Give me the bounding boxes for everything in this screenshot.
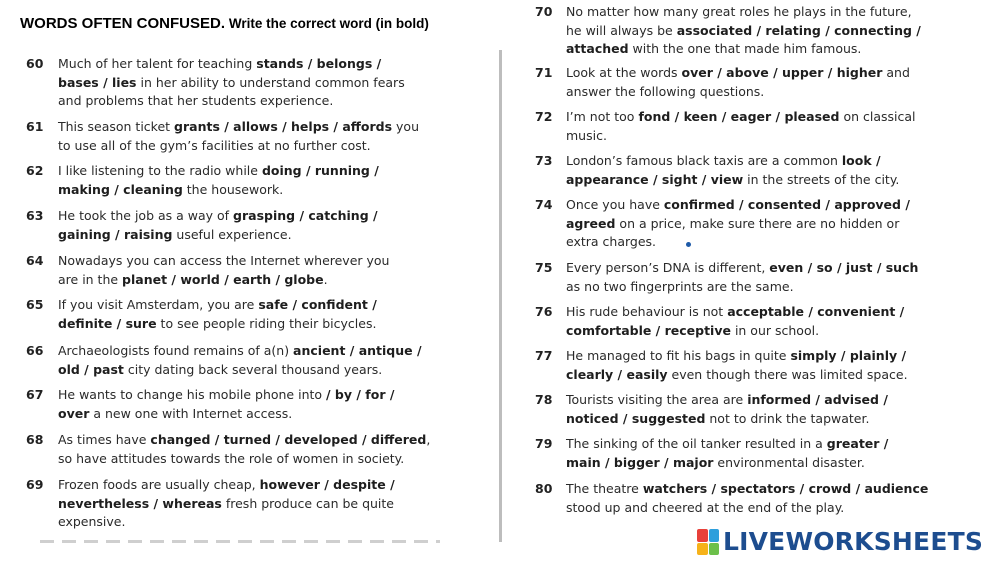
item-text-line: music.	[566, 127, 607, 143]
item-text-line: He managed to fit his bags in quite simply / plainly /	[566, 348, 907, 363]
cut-off-line	[40, 540, 440, 543]
item-text-line: London’s famous black taxis are a common look /	[566, 153, 881, 168]
item-number: 67	[26, 387, 44, 402]
item-number: 65	[26, 297, 44, 312]
word-options: planet / world / earth / globe	[122, 271, 324, 287]
word-options: grasping / catching /	[233, 208, 378, 223]
word-options: confirmed / consented / approved /	[663, 197, 910, 212]
item-text-line: nevertheless / whereas fresh produce can be quite	[58, 495, 395, 511]
word-options: acceptable / convenient /	[727, 304, 905, 319]
item-number: 78	[535, 392, 553, 407]
item-text-line: appearance / sight / view in the streets of the city.	[566, 171, 900, 187]
word-options: simply / plainly /	[790, 348, 907, 363]
item-number: 74	[535, 197, 553, 212]
item-text-line: old / past city dating back several thousand years.	[58, 361, 383, 377]
item-text-line: His rude behaviour is not acceptable / convenient /	[566, 304, 905, 319]
item-text-line: so have attitudes towards the role of women in society.	[58, 450, 405, 466]
item-text-line: stood up and cheered at the end of the play.	[566, 499, 845, 515]
item-text-line: The sinking of the oil tanker resulted in a greater /	[566, 436, 889, 451]
word-options: grants / allows / helps / affords	[174, 119, 393, 134]
item-number: 71	[535, 65, 553, 80]
word-options: look /	[841, 153, 881, 168]
item-text-line: Once you have confirmed / consented / approved /	[566, 197, 910, 212]
worksheet-heading	[20, 15, 429, 32]
word-options: stands / belongs /	[256, 56, 382, 71]
item-text-line: I’m not too fond / keen / eager / pleased on classical	[566, 109, 916, 124]
word-options: watchers / spectators / crowd / audience	[642, 481, 929, 496]
word-options: main / bigger / major	[566, 454, 714, 470]
item-text-line: No matter how many great roles he plays in the future,	[566, 4, 912, 19]
item-text-line: He wants to change his mobile phone into / by / for /	[58, 387, 395, 402]
item-text-line: Tourists visiting the area are informed / advised /	[566, 392, 888, 407]
item-text-line: over a new one with Internet access.	[58, 405, 293, 421]
word-options: making / cleaning	[58, 181, 183, 197]
item-number: 70	[535, 4, 553, 19]
liveworksheets-logo	[697, 527, 983, 557]
item-text-line: as no two fingerprints are the same.	[566, 278, 794, 294]
item-text-line: are in the planet / world / earth / globe.	[58, 271, 328, 287]
word-options: clearly / easily	[566, 366, 668, 382]
word-options: even / so / just / such	[769, 260, 919, 275]
word-options: / by / for /	[326, 387, 395, 402]
item-text-line: extra charges.	[566, 234, 657, 250]
word-options: changed / turned / developed / differed	[150, 432, 427, 447]
word-options: nevertheless / whereas	[58, 495, 222, 511]
worksheet-instruction: Write the correct word (in bold)	[228, 16, 429, 31]
word-options: ancient / antique /	[293, 343, 422, 358]
item-text-line: Archaeologists found remains of a(n) ancient / antique /	[58, 343, 422, 358]
item-number: 68	[26, 432, 44, 447]
item-number: 76	[535, 304, 553, 319]
word-options: safe / confident /	[258, 297, 377, 312]
item-number: 75	[535, 260, 553, 275]
item-number: 63	[26, 208, 44, 223]
column-divider	[499, 50, 502, 542]
item-text-line: Look at the words over / above / upper / higher and	[566, 65, 910, 80]
word-options: informed / advised /	[747, 392, 888, 407]
item-text-line: I like listening to the radio while doing / running /	[58, 163, 379, 178]
word-options: fond / keen / eager / pleased	[638, 109, 840, 124]
worksheet-title: WORDS OFTEN CONFUSED.	[20, 15, 225, 32]
item-text-line: Every person’s DNA is different, even / so / just / such	[566, 260, 919, 275]
item-number: 60	[26, 56, 44, 71]
word-options: noticed / suggested	[566, 410, 706, 426]
item-text-line: answer the following questions.	[566, 83, 765, 99]
item-number: 72	[535, 109, 553, 124]
item-number: 61	[26, 119, 44, 134]
word-options: doing / running /	[261, 163, 379, 178]
item-text-line: he will always be associated / relating / connecting /	[566, 22, 921, 38]
item-text-line: agreed on a price, make sure there are no hidden or	[566, 215, 900, 231]
item-number: 73	[535, 153, 553, 168]
word-options: comfortable / receptive	[566, 322, 731, 338]
word-options: attached	[566, 41, 629, 57]
word-options: over	[58, 405, 90, 421]
item-text-line: comfortable / receptive in our school.	[566, 322, 820, 338]
word-options: appearance / sight / view	[566, 171, 744, 187]
word-options: over / above / upper / higher	[681, 65, 883, 80]
logo-text: LIVEWORKSHEETS	[723, 527, 984, 556]
item-text-line: He took the job as a way of grasping / catching /	[58, 208, 378, 223]
item-text-line: main / bigger / major environmental disaster.	[566, 454, 865, 470]
word-options: however / despite /	[259, 477, 395, 492]
item-text-line: If you visit Amsterdam, you are safe / confident /	[58, 297, 377, 312]
item-text-line: As times have changed / turned / developed / differed,	[58, 432, 431, 447]
item-number: 64	[26, 253, 44, 268]
item-text-line: This season ticket grants / allows / helps / affords you	[58, 119, 419, 134]
item-text-line: and problems that her students experience.	[58, 93, 334, 109]
word-options: old / past	[58, 361, 124, 377]
item-text-line: making / cleaning the housework.	[58, 181, 284, 197]
item-number: 80	[535, 481, 553, 496]
word-options: definite / sure	[58, 315, 157, 331]
pen-mark-dot	[686, 242, 691, 247]
word-options: associated / relating / connecting /	[676, 22, 921, 38]
item-text-line: expensive.	[58, 514, 126, 530]
item-number: 79	[535, 436, 553, 451]
item-number: 66	[26, 343, 44, 358]
logo-badge-icon	[697, 529, 719, 555]
item-text-line: definite / sure to see people riding their bicycles.	[58, 315, 377, 331]
item-text-line: Frozen foods are usually cheap, however / despite /	[58, 477, 395, 492]
item-text-line: Nowadays you can access the Internet wherever you	[58, 253, 390, 268]
item-text-line: attached with the one that made him famous.	[566, 41, 862, 57]
item-text-line: Much of her talent for teaching stands / belongs /	[58, 56, 382, 71]
word-options: gaining / raising	[58, 226, 173, 242]
item-number: 62	[26, 163, 44, 178]
item-number: 69	[26, 477, 44, 492]
word-options: agreed	[566, 215, 616, 231]
word-options: bases / lies	[58, 74, 137, 90]
item-text-line: bases / lies in her ability to understand common fears	[58, 74, 405, 90]
item-text-line: noticed / suggested not to drink the tapwater.	[566, 410, 870, 426]
item-number: 77	[535, 348, 553, 363]
item-text-line: The theatre watchers / spectators / crowd / audience	[566, 481, 929, 496]
item-text-line: gaining / raising useful experience.	[58, 226, 292, 242]
item-text-line: to use all of the gym’s facilities at no further cost.	[58, 137, 371, 153]
item-text-line: clearly / easily even though there was limited space.	[566, 366, 908, 382]
word-options: greater /	[826, 436, 889, 451]
